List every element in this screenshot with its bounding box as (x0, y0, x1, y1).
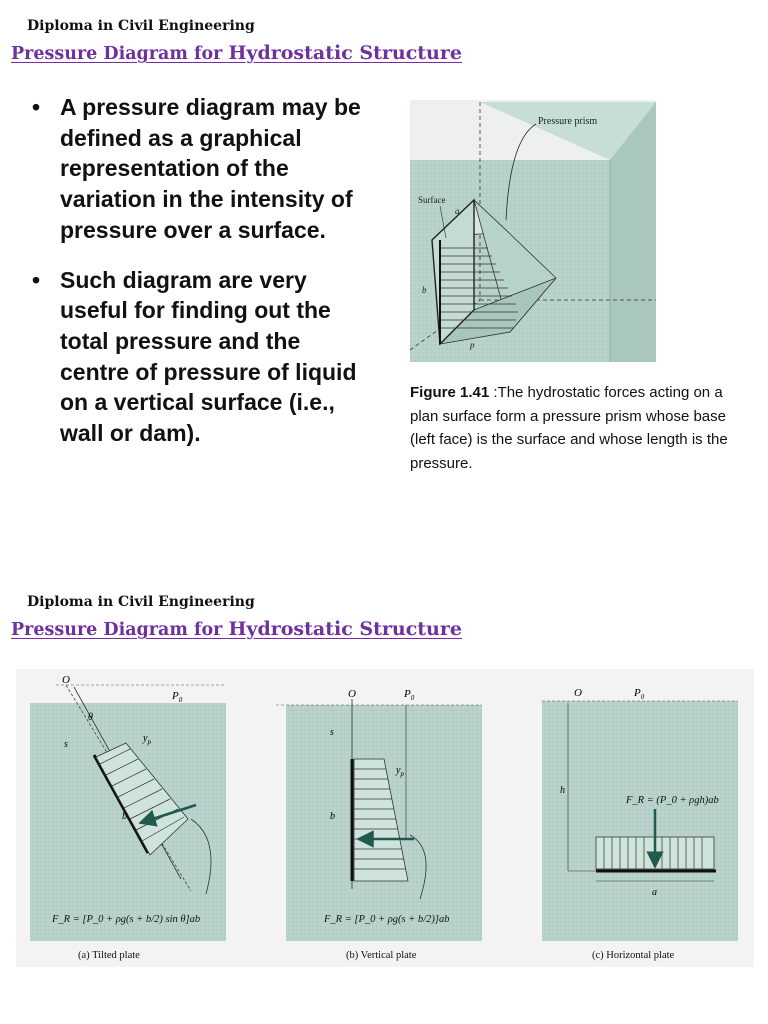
label-P0: $P_0$ (634, 687, 645, 701)
bullet-list (28, 92, 373, 468)
slide-title (11, 618, 462, 640)
caption-label: Figure 1.41 (410, 384, 490, 401)
label-h: h (560, 785, 565, 796)
caption-vertical: (b) Vertical plate (346, 950, 417, 961)
caption-horizontal: (c) Horizontal plate (592, 950, 675, 961)
bullet-dot-icon: • (32, 94, 41, 120)
title-part-1: Pressure Diagram for (11, 44, 229, 64)
bullet-item: • Such diagram are very useful for finding out the total pressure and the centre of pressure of liquid on a vertical surface (i.e., wall or dam). (32, 266, 357, 447)
label-O: O (574, 687, 582, 699)
label-P0: $P_0$ (172, 690, 183, 704)
formula-vertical: F_R = [P_0 + ρg(s + b/2)]ab (324, 914, 450, 925)
formula-tilted: F_R = [P_0 + ρg(s + b/2) sin θ]ab (52, 914, 201, 925)
panel-horizontal-plate (542, 687, 738, 961)
plate-cases-figure (16, 669, 754, 967)
label-b: b (422, 285, 427, 295)
label-O: O (62, 674, 70, 686)
title-part-1: Pressure Diagram for (11, 620, 229, 640)
label-theta: θ (88, 712, 93, 723)
formula-horizontal: F_R = (P_0 + ρgh)ab (626, 795, 719, 806)
caption-text: :The hydrostatic forces acting on a plan surface form a pressure prism whose base (left face) is the surface and whose length is the pressure. (410, 384, 728, 472)
label-s: s (64, 739, 68, 750)
label-b: b (122, 811, 127, 822)
panel-vertical-plate (276, 688, 482, 961)
label-pressure-prism: Pressure prism (538, 116, 598, 127)
course-label: Diploma in Civil Engineering (27, 594, 255, 610)
label-s: s (330, 727, 334, 738)
bullet-dot-icon: • (32, 266, 41, 293)
label-yp: $y_p$ (396, 765, 404, 778)
label-yp: $y_p$ (143, 733, 151, 746)
label-b: b (330, 811, 335, 822)
title-part-2: Hydrostatic Structure (228, 618, 462, 640)
slide-title (11, 42, 462, 64)
title-part-2: Hydrostatic Structure (228, 42, 462, 64)
caption-tilted: (a) Tilted plate (78, 950, 140, 961)
label-O: O (348, 688, 356, 700)
label-a: a (455, 206, 460, 216)
label-p: p (470, 340, 475, 350)
label-surface: Surface (418, 195, 446, 205)
pressure-prism-figure (410, 100, 656, 362)
bullet-item: • A pressure diagram may be defined as a graphical representation of the variation in the intensity of pressure over a surface. (32, 94, 361, 243)
figure-caption (410, 381, 730, 475)
panel-tilted-plate (30, 674, 226, 961)
course-label: Diploma in Civil Engineering (27, 18, 255, 34)
label-a: a (652, 887, 657, 898)
label-P0: $P_0$ (404, 688, 415, 702)
